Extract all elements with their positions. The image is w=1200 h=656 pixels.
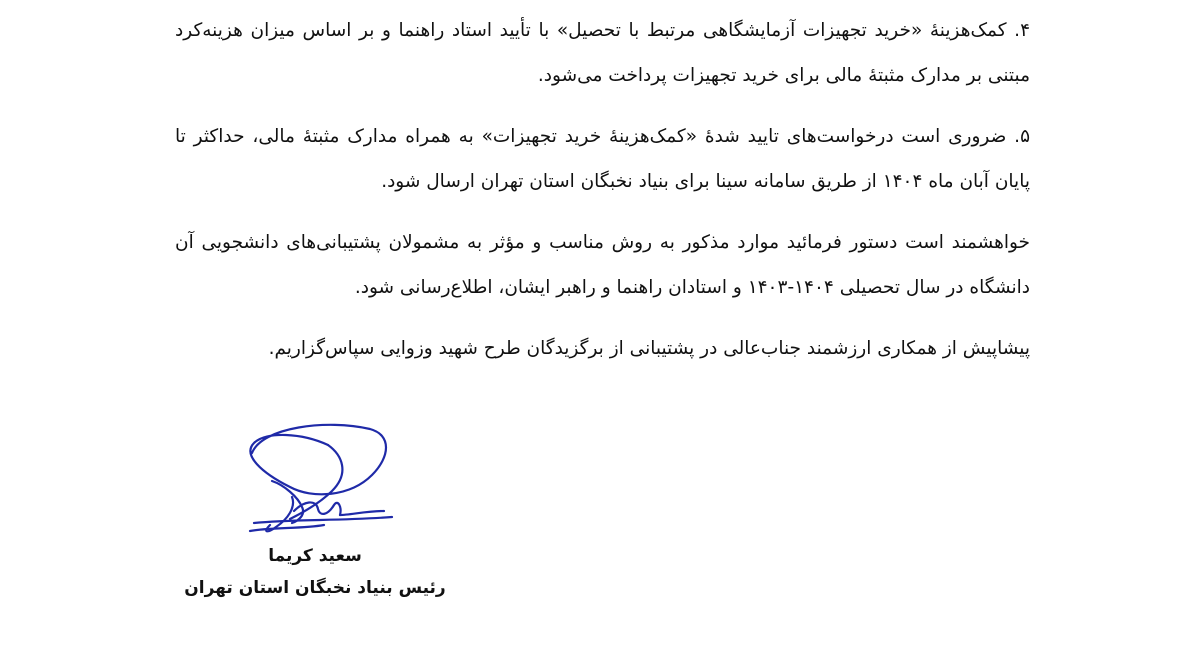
signer-title: رئیس بنیاد نخبگان استان تهران	[184, 578, 446, 598]
letter-body	[175, 0, 1030, 371]
signature-block	[170, 415, 470, 615]
paragraph-item-4: ۴. کمک‌هزینهٔ «خرید تجهیزات آزمایشگاهی مرتبط با تحصیل» با تأیید استاد راهنما و بر اساس میزان هزینه‌کرد مبتنی بر مدارک مثبتهٔ مالی برای خرید تجهیزات پرداخت می‌شود.	[175, 20, 1030, 86]
paragraph-request: خواهشمند است دستور فرمائید موارد مذکور به روش مناسب و مؤثر به مشمولان پشتیبانی‌های دانشجویی آن دانشگاه در سال تحصیلی ۱۴۰۴-۱۴۰۳ و استادان راهنما و راهبر ایشان، اطلاع‌رسانی شود.	[175, 232, 1030, 298]
paragraph-thanks: پیشاپیش از همکاری ارزشمند جناب‌عالی در پشتیبانی از برگزیدگان طرح شهید وزوایی سپاس‌گزاریم.	[268, 338, 1030, 359]
paragraph-item-5: ۵. ضروری است درخواست‌های تایید شدهٔ «کمک‌هزینهٔ خرید تجهیزات» به همراه مدارک مثبتهٔ مالی، حداکثر تا پایان آبان ماه ۱۴۰۴ از طریق سامانه سینا برای بنیاد نخبگان استان تهران ارسال شود.	[175, 126, 1030, 192]
handwritten-signature	[232, 415, 402, 545]
signer-name: سعید کریما	[268, 546, 362, 566]
